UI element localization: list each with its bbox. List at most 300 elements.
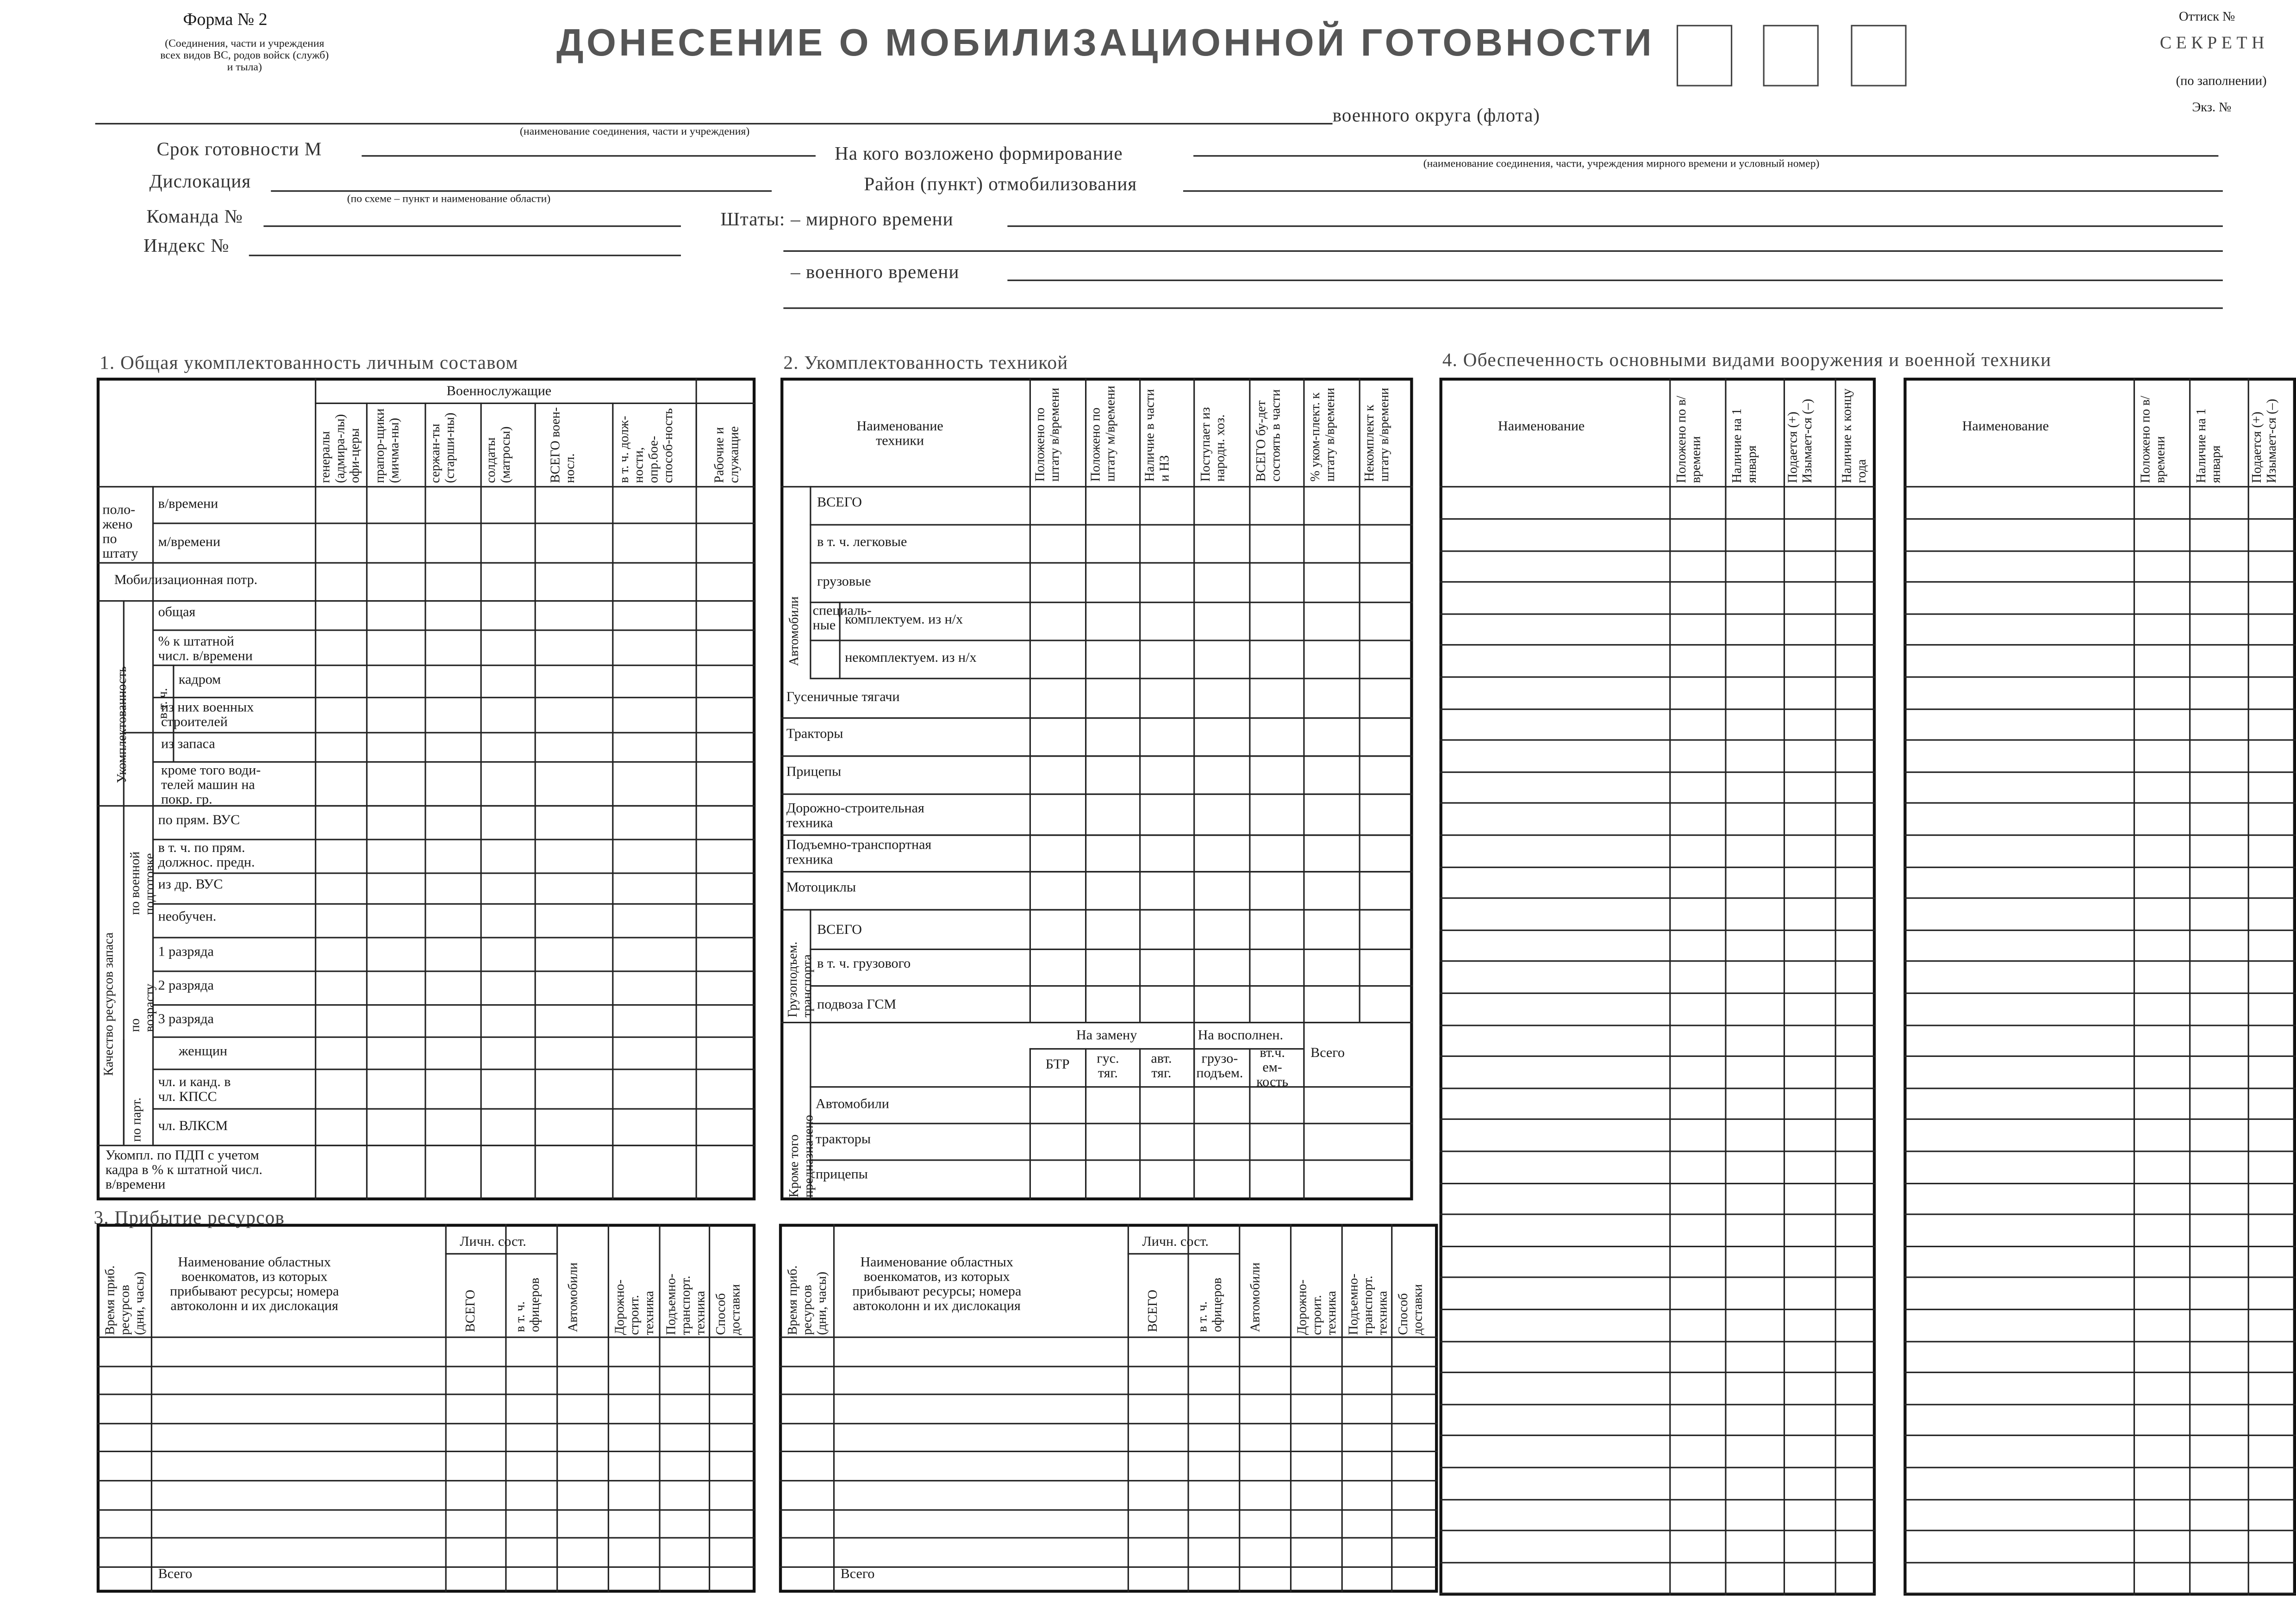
table-rule <box>1903 1530 2296 1531</box>
table-rule <box>152 937 755 938</box>
table-rule <box>1440 1024 1876 1025</box>
arrival-autos-header: Автомобили <box>1248 1262 1262 1332</box>
table-rule <box>152 732 755 733</box>
table-rule <box>810 678 1413 679</box>
table-rule <box>1903 1562 2296 1563</box>
table-rule <box>535 403 536 486</box>
table-rule <box>1903 929 2296 931</box>
table-rule <box>366 486 368 1200</box>
table-rule <box>1903 581 2296 583</box>
table-rule <box>779 1566 1438 1567</box>
table-rule <box>1440 1182 1876 1184</box>
table-rule <box>810 949 1413 950</box>
gus-tyag-header: гус. тяг. <box>1097 1052 1119 1082</box>
print-copy-label: Оттиск № <box>2178 8 2235 24</box>
table-rule <box>152 1069 755 1070</box>
table-rule <box>1440 1309 1876 1310</box>
table-rule <box>1903 1593 2296 1595</box>
table-rule <box>1903 550 2296 551</box>
table-rule <box>1440 866 1876 867</box>
table-rule <box>1903 1150 2296 1152</box>
table-rule <box>1139 378 1141 1022</box>
extra-tractors-label: тракторы <box>815 1133 871 1148</box>
arrival-delivery-header: Способ доставки <box>1395 1284 1425 1335</box>
table-rule <box>1903 1435 2296 1436</box>
table-rule <box>1903 1467 2296 1468</box>
table-rule <box>779 1336 1438 1338</box>
autos-special-label: специаль- ные <box>812 604 872 634</box>
builders-label: из них военных строителей <box>161 701 254 731</box>
index-field[interactable] <box>249 255 681 256</box>
equipment-name-header: Наименование техники <box>856 420 943 450</box>
stamp-box-2 <box>1763 25 1819 87</box>
lift-cargo-label: в т. ч. грузового <box>817 957 911 972</box>
table-rule <box>1440 1277 1876 1279</box>
section-2-title: 2. Укомплектованность техникой <box>783 351 1068 373</box>
table-rule <box>1903 898 2296 899</box>
column-header-s1-1: прапор-щики (мичма-ны) <box>372 408 401 483</box>
armament-col-2-2: Подается (+) Изымает-ся (–) <box>2249 398 2279 483</box>
column-header-s1-5: в т. ч. долж-ности, опр.бое-способ-ность <box>616 408 675 483</box>
table-rule <box>810 640 1413 641</box>
table-rule <box>480 486 482 1200</box>
readiness-field[interactable] <box>362 155 816 156</box>
section-4-title: 4. Обеспеченность основными видами вооружения и военной техники <box>1442 348 2052 371</box>
index-label: Индекс № <box>144 234 230 256</box>
table-rule <box>152 522 755 524</box>
column-header-s1-3: солдаты (матросы) <box>483 426 513 483</box>
armament-col-0-1: Положено по в/времени <box>1673 396 1703 483</box>
replenish-header: На восполнен. <box>1198 1029 1283 1044</box>
autos-all-label: ВСЕГО <box>817 496 862 511</box>
table-rule <box>1249 1048 1250 1200</box>
staffing-total-label: общая <box>158 606 196 621</box>
table-rule <box>696 378 697 486</box>
table-rule <box>1249 378 1250 1022</box>
column-header-s2-5: % уком-плект. к штату в/времени <box>1307 387 1337 482</box>
table-rule <box>1440 486 1876 487</box>
personnel-header: Личн. сост. <box>1142 1235 1209 1250</box>
table-rule <box>780 1022 1413 1023</box>
autos-group-label: Автомобили <box>786 596 801 666</box>
table-rule <box>1725 378 1726 1596</box>
table-rule <box>97 1451 755 1453</box>
table-rule <box>97 1145 755 1146</box>
by-staff-label: поло- жено по штату <box>102 503 138 562</box>
war-staff-label: – военного времени <box>791 261 960 283</box>
autos-light-label: в т. ч. легковые <box>817 535 907 551</box>
table-rule <box>1903 1340 2296 1342</box>
reserve-label: из запаса <box>161 738 215 752</box>
table-rule <box>780 794 1413 795</box>
dislocation-caption: (по схеме – пункт и наименование области) <box>347 192 551 205</box>
table-rule <box>1903 1024 2296 1025</box>
cat3-label: 3 разряда <box>158 1013 214 1028</box>
table-rule <box>780 871 1413 872</box>
column-header-s2-6: Некомплект к штату в/времени <box>1361 387 1391 482</box>
table-rule <box>152 872 755 874</box>
table-rule <box>1440 1435 1876 1436</box>
table-rule <box>1085 378 1086 1022</box>
extra-trailers-label: прицепы <box>815 1168 868 1183</box>
table-rule <box>2248 378 2249 1596</box>
armament-col-1-2: Наличие на 1 января <box>2193 408 2223 483</box>
table-rule <box>1903 740 2296 741</box>
table-rule <box>810 486 811 677</box>
table-rule <box>780 755 1413 757</box>
peace-staff-label: – мирного времени <box>791 208 954 230</box>
table-rule <box>779 1365 1438 1367</box>
table-rule <box>2189 378 2190 1596</box>
table-rule <box>152 903 755 905</box>
table-rule <box>315 486 316 1200</box>
table-rule <box>1835 378 1836 1596</box>
table-rule <box>535 486 536 1200</box>
arrival-total-label: Всего <box>840 1567 875 1583</box>
cat1-label: 1 разряда <box>158 945 214 961</box>
table-rule <box>1903 803 2296 804</box>
lift-fuel-label: подвоза ГСМ <box>817 998 897 1013</box>
table-rule <box>612 403 613 486</box>
table-rule <box>1903 1404 2296 1405</box>
arrival-total-label: Всего <box>158 1567 193 1583</box>
table-rule <box>1903 1214 2296 1215</box>
table-rule <box>779 1480 1438 1481</box>
table-rule <box>810 1086 1413 1088</box>
table-rule <box>97 1394 755 1395</box>
incl-label: в т. ч. <box>155 688 170 719</box>
table-rule <box>1903 645 2296 646</box>
table-rule <box>1440 1593 1876 1595</box>
table-rule <box>1903 1056 2296 1057</box>
table-rule <box>1440 1340 1876 1342</box>
stamp-box-3 <box>1851 25 1906 87</box>
lifting-machinery-label: Подъемно-транспортная техника <box>786 839 932 868</box>
cadre-label: кадром <box>178 673 221 688</box>
cpsu-label: чл. и канд. в чл. КПСС <box>158 1076 231 1106</box>
table-rule <box>123 1039 125 1145</box>
armament-table-1 <box>1440 378 1876 1596</box>
table-rule <box>1784 378 1785 1596</box>
btr-header: БТР <box>1045 1058 1070 1073</box>
table-rule <box>1303 1022 1304 1086</box>
table-rule <box>810 1123 1413 1124</box>
commissariats-header: Наименование областных военкоматов, из которых прибывают ресурсы; номера автоколонн и их дислокация <box>852 1256 1022 1315</box>
table-rule <box>1903 1372 2296 1373</box>
table-rule <box>1903 1309 2296 1310</box>
table-rule <box>1440 771 1876 772</box>
servicemen-header: Военнослужащие <box>446 385 552 400</box>
lift-transport-label: Грузоподъем. транспорта <box>785 941 814 1018</box>
table-rule <box>696 486 697 1200</box>
table-rule <box>152 697 755 698</box>
road-machinery-label: Дорожно-строительная техника <box>786 802 924 832</box>
table-rule <box>152 562 755 564</box>
table-rule <box>1903 486 2296 487</box>
commissariats-header: Наименование областных военкоматов, из которых прибывают ресурсы; номера автоколонн и их дислокация <box>169 1256 339 1315</box>
table-rule <box>810 562 1413 564</box>
table-rule <box>97 1336 755 1338</box>
document-title: ДОНЕСЕНИЕ О МОБИЛИЗАЦИОННОЙ ГОТОВНОСТИ <box>556 20 1655 65</box>
trailers-label: Прицепы <box>786 765 842 781</box>
by-age-label: по возрасту <box>127 983 157 1032</box>
column-header-s1-4: ВСЕГО воен-носл. <box>548 407 577 483</box>
table-rule <box>97 1423 755 1424</box>
unit-caption: (наименование соединения, части и учреждения) <box>519 124 750 138</box>
table-rule <box>1193 378 1195 1022</box>
table-rule <box>1903 1498 2296 1500</box>
pdp-label: Укомпл. по ПДП с учетом кадра в % к штатной числ. в/времени <box>105 1149 262 1193</box>
table-rule <box>152 1108 755 1110</box>
column-header-s1-2: сержан-ты (старши-ны) <box>427 412 457 483</box>
table-rule <box>1440 1372 1876 1373</box>
formation-label: На кого возложено формирование <box>835 142 1123 164</box>
column-header-s2-1: Положено по штату м/времени <box>1088 385 1117 482</box>
column-header-s2-4: ВСЕГО бу-дет состоять в части <box>1253 389 1283 482</box>
column-header-s2-0: Положено по штату в/времени <box>1032 387 1062 482</box>
table-rule <box>1440 1150 1876 1152</box>
table-rule <box>810 602 1413 603</box>
by-party-label: по парт. <box>129 1097 144 1142</box>
peace-staff-field[interactable] <box>1007 225 2223 227</box>
team-field[interactable] <box>263 225 681 227</box>
table-rule <box>779 1451 1438 1453</box>
column-header-s1-6: Рабочие и служащие <box>711 426 741 483</box>
table-rule <box>1029 378 1031 1022</box>
armament-col-3-1: Наличие к концу года <box>1839 388 1869 483</box>
table-rule <box>1903 1245 2296 1247</box>
mob-area-label: Район (пункт) отмобилизования <box>864 173 1137 195</box>
table-rule <box>1903 961 2296 962</box>
staffing-label: Укомплектованность <box>114 666 129 783</box>
peacetime-label: м/времени <box>158 535 221 551</box>
table-rule <box>1440 1467 1876 1468</box>
mob-need-label: Мобилизационная потр. <box>114 574 258 589</box>
tracked-tractors-label: Гусеничные тягачи <box>786 691 900 706</box>
table-rule <box>1440 834 1876 836</box>
table-rule <box>1903 518 2296 520</box>
armament-name-header: Наименование <box>1962 420 2049 435</box>
drivers-label: кроме того води- телей машин на покр. гр. <box>161 764 261 808</box>
table-rule <box>1903 771 2296 772</box>
table-rule <box>1139 1048 1141 1200</box>
arrival-time-header: Время приб. ресурсов (дни, часы) <box>785 1265 829 1335</box>
table-rule <box>780 717 1413 719</box>
vsego-header: Всего <box>1310 1046 1345 1062</box>
table-rule <box>1440 1498 1876 1500</box>
table-rule <box>1440 518 1876 520</box>
table-rule <box>1440 708 1876 709</box>
table-rule <box>1903 676 2296 677</box>
form-note: (Соединения, части и учреждения всех видов ВС, родов войск (служб) и тыла) <box>160 37 329 74</box>
table-rule <box>779 1537 1438 1539</box>
lift-all-label: ВСЕГО <box>817 924 862 938</box>
table-rule <box>1440 1404 1876 1405</box>
table-rule <box>780 834 1413 836</box>
table-rule <box>97 562 152 564</box>
table-rule <box>1903 613 2296 615</box>
mob-area-field[interactable] <box>1183 190 2223 192</box>
vlksm-label: чл. ВЛКСМ <box>158 1119 228 1135</box>
table-rule <box>612 486 613 1200</box>
table-rule <box>1903 708 2296 709</box>
table-rule <box>424 486 426 1200</box>
by-training-label: по военной подготовке <box>127 851 157 915</box>
armament-col-0-2: Положено по в/времени <box>2138 396 2167 483</box>
table-rule <box>152 629 755 631</box>
autos-incomplete-label: некомплектуем. из н/х <box>845 651 977 666</box>
table-rule <box>1903 834 2296 836</box>
extra-autos-label: Автомобили <box>815 1098 889 1113</box>
exemplar-label: Экз. № <box>2192 99 2232 114</box>
table-rule <box>810 985 1413 987</box>
arrival-delivery-header: Способ доставки <box>713 1284 742 1335</box>
table-rule <box>810 524 1413 525</box>
table-rule <box>1440 993 1876 994</box>
arrival-lifting-header: Подъемно- транспорт. техника <box>1346 1274 1390 1335</box>
table-rule <box>1903 1088 2296 1089</box>
wartime-label: в/времени <box>158 497 218 513</box>
cat2-label: 2 разряда <box>158 979 214 994</box>
table-rule <box>1029 1048 1031 1200</box>
personnel-total-header: ВСЕГО <box>462 1289 478 1332</box>
table-rule <box>152 839 755 840</box>
table-rule <box>1440 1245 1876 1247</box>
district-label: военного округа (флота) <box>1332 104 1540 126</box>
arrival-road-header: Дорожно- строит. техника <box>612 1279 656 1335</box>
personnel-header: Личн. сост. <box>460 1235 526 1250</box>
replace-header: На замену <box>1076 1029 1137 1044</box>
untrained-label: необучен. <box>158 910 217 926</box>
table-rule <box>1903 993 2296 994</box>
personnel-officers-header: в т. ч. офицеров <box>1195 1277 1224 1332</box>
vtch-header: вт.ч. ем- кость <box>1256 1046 1289 1091</box>
table-rule <box>97 1509 755 1510</box>
arrival-autos-header: Автомобили <box>565 1262 580 1332</box>
table-rule <box>810 1159 1413 1161</box>
table-rule <box>1903 866 2296 867</box>
table-rule <box>1440 898 1876 899</box>
table-rule <box>480 403 482 486</box>
table-rule <box>780 486 1413 487</box>
table-rule <box>1193 1022 1195 1086</box>
avt-tyag-header: авт. тяг. <box>1151 1052 1172 1082</box>
table-rule <box>1440 1562 1876 1563</box>
peace-staff-field-2[interactable] <box>783 250 2223 252</box>
table-rule <box>1440 1056 1876 1057</box>
other-vus-label: из др. ВУС <box>158 878 223 893</box>
table-rule <box>1440 740 1876 741</box>
table-rule <box>779 1394 1438 1395</box>
gruzo-header: грузо- подъем. <box>1196 1052 1243 1082</box>
section-3-title: 3. Прибытие ресурсов <box>94 1206 285 1229</box>
staffing-pct-label: % к штатной числ. в/времени <box>158 635 253 665</box>
table-rule <box>1440 1088 1876 1089</box>
table-rule <box>1669 378 1671 1596</box>
table-rule <box>1903 1277 2296 1279</box>
table-rule <box>1440 1530 1876 1531</box>
table-rule <box>1440 676 1876 677</box>
armament-table-2 <box>1903 378 2296 1596</box>
women-label: женщин <box>178 1045 228 1060</box>
column-header-s1-0: генералы (адмира-лы) офи-церы <box>318 414 362 483</box>
direct-vus-label: по прям. ВУС <box>158 814 240 829</box>
stamp-box-1 <box>1677 25 1732 87</box>
war-staff-field[interactable] <box>1007 280 2223 281</box>
table-rule <box>97 1537 755 1539</box>
table-rule <box>1440 581 1876 583</box>
table-rule <box>97 600 755 602</box>
quality-label: Качество ресурсов запаса <box>101 932 116 1076</box>
arrival-lifting-header: Подъемно- транспорт. техника <box>663 1274 707 1335</box>
extra-label: Кроме того предназначено <box>786 1115 816 1198</box>
war-staff-field-2[interactable] <box>783 307 2223 309</box>
autos-complete-label: комплектуем. из н/х <box>845 613 963 628</box>
dislocation-label: Дислокация <box>149 169 251 192</box>
personnel-officers-header: в т. ч. офицеров <box>512 1277 542 1332</box>
table-rule <box>1440 645 1876 646</box>
personnel-total-header: ВСЕГО <box>1145 1289 1160 1332</box>
autos-cargo-label: грузовые <box>817 575 871 590</box>
table-rule <box>1440 550 1876 551</box>
table-rule <box>152 1004 755 1006</box>
states-label: Штаты: <box>720 208 786 230</box>
column-header-s2-3: Поступает из народн. хоз. <box>1198 407 1227 482</box>
table-rule <box>445 1253 556 1255</box>
secret-note: (по заполнении) <box>2176 73 2267 88</box>
table-rule <box>779 1509 1438 1510</box>
column-header-s2-2: Наличие в части и НЗ <box>1142 389 1172 482</box>
table-rule <box>1440 929 1876 931</box>
table-rule <box>1085 1048 1086 1200</box>
secret-stamp: СЕКРЕТН <box>2159 32 2269 53</box>
direct-pos-label: в т. ч. по прям. должнос. предн. <box>158 841 255 871</box>
table-rule <box>779 1423 1438 1424</box>
table-rule <box>1440 961 1876 962</box>
table-rule <box>152 761 755 763</box>
team-label: Команда № <box>146 205 243 227</box>
table-rule <box>1903 1182 2296 1184</box>
table-rule <box>315 378 316 486</box>
table-rule <box>152 665 755 666</box>
table-rule <box>152 970 755 972</box>
section-1-title: 1. Общая укомплектованность личным составом <box>100 351 518 373</box>
motorcycles-label: Мотоциклы <box>786 881 856 896</box>
table-rule <box>97 1480 755 1481</box>
table-rule <box>1903 1119 2296 1120</box>
table-rule <box>97 1365 755 1367</box>
table-rule <box>780 909 1413 910</box>
arrival-road-header: Дорожно- строит. техника <box>1294 1279 1339 1335</box>
armament-name-header: Наименование <box>1498 420 1585 435</box>
readiness-label: Срок готовности М <box>156 137 322 160</box>
table-rule <box>1440 613 1876 615</box>
table-rule <box>152 1037 755 1038</box>
arrival-time-header: Время приб. ресурсов (дни, часы) <box>102 1265 147 1335</box>
table-rule <box>424 403 426 486</box>
tractors-label: Тракторы <box>786 727 843 742</box>
table-rule <box>1440 803 1876 804</box>
table-rule <box>1128 1253 1239 1255</box>
armament-col-1-1: Наличие на 1 января <box>1729 408 1759 483</box>
table-rule <box>1440 1119 1876 1120</box>
formation-caption: (наименование соединения, части, учреждения мирного времени и условный номер) <box>1423 156 1820 170</box>
table-rule <box>97 1566 755 1567</box>
table-rule <box>1440 1214 1876 1215</box>
form-number: Форма № 2 <box>183 8 268 30</box>
table-rule <box>2134 378 2135 1596</box>
table-rule <box>1303 378 1304 1022</box>
